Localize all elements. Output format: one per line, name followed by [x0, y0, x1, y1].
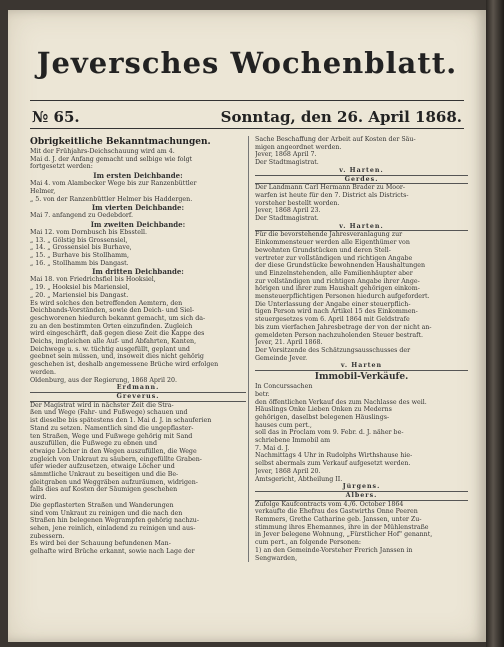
- masthead-rule-bottom: [30, 128, 464, 129]
- text-line: gleitgraben und Weggräben aufzuräumen, widrigen-: [30, 478, 198, 486]
- text-line: und Einzelnstehenden, alle Familienhäupter aber: [255, 269, 413, 277]
- text-line: verkaufte die Ehefrau des Gastwirths Onne Peeren: [255, 508, 418, 516]
- issue-date: Sonntag, den 26. April 1868.: [220, 108, 462, 126]
- text-line: Mai d. J. der Anfang gemacht und selbige wie folgt: [30, 155, 193, 163]
- text-line: geebnet sein müssen, und, insoweit dies nicht gehörig: [30, 353, 204, 361]
- text-line: migen angeordnet werden.: [255, 143, 342, 151]
- issue-line: [32, 108, 462, 126]
- signature-line: Erdmann.: [116, 384, 160, 392]
- section-heading: Obrigkeitliche Bekanntmachungen.: [30, 137, 211, 147]
- text-line: Jever, 1868 April 7.: [255, 151, 317, 159]
- text-line: tigen Person wird nach Artikel 15 des Einkommen-: [255, 308, 418, 316]
- text-line: Remmers, Grethe Catharine geb. Janssen, unter Zu-: [255, 516, 422, 524]
- text-line: geschehen ist, deshalb angemessene Brüche wird erfolgen: [30, 361, 219, 369]
- masthead-title: Jeversches Wochenblatt.: [36, 46, 458, 80]
- text-line: Die gepflasterten Straßen und Wanderungen: [30, 501, 174, 509]
- newspaper-page: [8, 10, 486, 642]
- text-line: soll das in Proclam vom 9. Febr. d. J. näher be-: [255, 429, 404, 437]
- signature-line: v. Harten: [340, 362, 383, 370]
- text-line: Es wird solches den betreffenden Aemtern, den: [30, 299, 183, 307]
- text-line: werden.: [30, 368, 56, 376]
- text-line: bewohnten Grundstücken und deren Stell-: [255, 246, 391, 254]
- text-line: in Jever belegene Wohnung, „Fürstlicher Hof" genannt,: [255, 531, 433, 539]
- signature-line: Jürgens.: [342, 483, 381, 491]
- text-line: mensteuerpflichtigen Personen hiedurch aufgefordert.: [255, 293, 430, 301]
- text-line: gemeldeten Person nachzuholenden Steuer bestraft.: [255, 331, 424, 339]
- signature-line: Greverus.: [116, 392, 160, 400]
- text-line: „ 14. „ Grossensiel bis Burhave,: [30, 244, 132, 252]
- text-line: Der Magistrat wird in nächster Zeit die Stra-: [30, 401, 174, 409]
- text-line: Mai 7. anfangend zu Oedebdorf.: [30, 212, 134, 220]
- text-line: Nachmittags 4 Uhr in Rudolphs Wirthshause hie-: [255, 452, 413, 460]
- text-line: ßen und Wege (Fahr- und Fußwege) schauen und: [30, 409, 188, 417]
- text-line: Jever, 1868 April 20.: [255, 467, 321, 475]
- text-line: sämmtliche Unkraut zu beseitigen und die Be-: [30, 471, 179, 479]
- text-line: „ 16. „ Stollhamm bis Dangast.: [30, 259, 129, 267]
- text-line: der diese Grundstücke bewohnenden Haushaltungen: [255, 262, 426, 270]
- text-line: sind vom Unkraut zu reinigen und die nach den: [30, 509, 183, 517]
- text-line: wird eingeschärft, daß gegen diese Zeit die Kappe des: [30, 330, 205, 338]
- text-line: etwaige Löcher in den Wegen auszufüllen, die Wege: [30, 447, 197, 455]
- text-line: In Concurssachen: [255, 383, 313, 391]
- text-line: warfen ist heute für den 7. District als Districts-: [255, 191, 409, 199]
- text-line: „ 19. „ Hooksiel bis Mariensiel,: [30, 284, 130, 292]
- text-line: stimmung ihres Ehemannes, ihre in der Mühlenstraße: [255, 523, 429, 531]
- text-line: „ 20. „ Mariensiel bis Dangast.: [30, 291, 129, 299]
- text-line: zur vollständigen und richtigen Angabe ihrer Ange-: [255, 277, 420, 285]
- issue-number: № 65.: [32, 108, 80, 126]
- text-line: Der Stadtmagistrat.: [255, 215, 319, 223]
- text-line: schriebene Immobil am: [255, 437, 331, 445]
- text-line: zugleich von Unkraut zu säubern, eingefüllte Graben-: [30, 455, 202, 463]
- book-spine: [486, 0, 504, 647]
- text-line: Straßen hin belegenen Wegrampfen gehörig nachzu-: [30, 517, 199, 525]
- text-line: zubessern.: [30, 532, 65, 540]
- text-line: vorsteher bestellt worden.: [255, 199, 340, 207]
- text-line: Zufolge Kaufcontracts vom 4./6. October 1864: [255, 500, 404, 508]
- text-line: geschworenen hiedurch bekannt gemacht, um sich da-: [30, 314, 206, 322]
- text-line: gehörigen, daselbst belegenen Häuslings-: [255, 413, 390, 421]
- text-line: Mit der Frühjahrs-Deichschauung wird am 4.: [30, 148, 175, 155]
- left-column: [30, 136, 246, 556]
- text-line: Sengwarden,: [255, 554, 298, 562]
- text-line: Deichwege u. s. w. tüchtig ausgefüllt, geplant und: [30, 345, 190, 353]
- text-line: bis zum vierfachen Jahresbetrage der von der nicht an-: [255, 323, 432, 331]
- text-line: 1) an den Gemeinde-Vorsteher Frerich Janssen in: [255, 546, 413, 554]
- text-line: ufer wieder aufzusetzen, etwaige Löcher und: [30, 463, 175, 471]
- text-line: hauses cum pert.,: [255, 421, 312, 429]
- signature-line: v. Harten.: [339, 166, 384, 174]
- text-line: ten Straßen, Wege und Fußwege gehörig mit Sand: [30, 432, 193, 440]
- text-line: Mai 4. vom Alambecker Wege bis zur Ranzenbüttler: [30, 180, 197, 188]
- text-line: cum pert., an folgende Personen:: [255, 539, 362, 547]
- text-line: Häuslings Onke Lieben Onken zu Mederns: [255, 406, 392, 414]
- text-line: falls dies auf Kosten der Säumigen geschehen: [30, 486, 178, 494]
- signature-line: Albers.: [345, 491, 378, 499]
- text-line: Für die bevorstehende Jahresveranlagung zur: [255, 231, 403, 239]
- subheading: Im vierten Deichbande:: [91, 203, 185, 213]
- text-line: vertreter zur vollständigen und richtigen Angabe: [255, 254, 413, 262]
- text-line: Sache Beschaffung der Arbeit auf Kosten der Säu-: [255, 136, 416, 143]
- text-line: den öffentlichen Verkauf des zum Nachlasse des weil.: [255, 398, 427, 406]
- text-line: gelhafte wird Brüche erkannt, sowie nach Lage der: [30, 548, 195, 556]
- masthead-rule-top: [30, 100, 464, 101]
- section-box-heading: Immobil-Verkäufe.: [314, 372, 409, 383]
- text-line: Gemeinde Jever.: [255, 354, 308, 362]
- text-line: betr.: [255, 390, 270, 398]
- text-line: Die Unterlassung der Angabe einer steuerpflich-: [255, 300, 411, 308]
- subheading: Im ersten Deichbande:: [93, 171, 183, 181]
- text-line: Deichs, imgleichen alle Auf- und Abfahrten, Kanten,: [30, 338, 197, 346]
- text-line: sehen, jene reinlich, einladend zu reinigen und aus-: [30, 524, 196, 532]
- text-line: „ 15. „ Burhave bis Stollhamm,: [30, 252, 130, 260]
- text-line: Es wird bei der Schauung befundenen Man-: [30, 540, 171, 548]
- text-line: Mai 12. vom Dornbusch bis Ebsstell.: [30, 228, 148, 236]
- right-column: [248, 136, 468, 562]
- text-line: selbst abermals zum Verkauf aufgesetzt werden.: [255, 460, 411, 468]
- text-line: Oldenburg, aus der Regierung, 1868 April 20.: [30, 376, 177, 384]
- text-line: ist dieselbe bis spätestens den 1. Mai d. J. in schauferien: [30, 417, 212, 425]
- text-line: Der Vorsitzende des Schätzungsausschusses der: [255, 346, 411, 354]
- text-line: Der Landmann Carl Hermann Brader zu Moor-: [255, 184, 406, 192]
- text-line: Einkommensteuer werden alle Eigenthümer von: [255, 239, 410, 247]
- text-line: Mai 18. von Friedrichsfiel bis Hooksiel,: [30, 276, 156, 284]
- text-line: hörigen und ihrer zum Haushalt gehörigen einkom-: [255, 285, 420, 293]
- subheading: Im dritten Deichbande:: [92, 267, 184, 277]
- text-line: Stand zu setzen. Namentlich sind die ungepflaster-: [30, 424, 194, 432]
- text-line: Jever, 1868 April 23.: [255, 207, 321, 215]
- signature-line: v. Harten.: [339, 222, 384, 230]
- text-line: Der Stadtmagistrat.: [255, 159, 319, 167]
- text-line: Amtsgericht, Abtheilung II.: [255, 475, 343, 483]
- text-line: fortgesetzt werden:: [30, 163, 93, 171]
- text-line: „ 5. von der Ranzenbüttler Helmer bis Haddergen.: [30, 195, 193, 203]
- signature-line: Gerdes.: [344, 175, 379, 183]
- text-line: wird.: [30, 494, 47, 502]
- text-line: „ 13. „ Gölstig bis Grossensiel,: [30, 236, 128, 244]
- text-line: Helmer,: [30, 187, 56, 195]
- text-line: zu an den bestimmten Orten einzufinden. Zugleich: [30, 322, 193, 330]
- text-line: steuergesetzes vom 6. April 1864 mit Geldstrafe: [255, 316, 410, 324]
- text-line: Deichbands-Vorständen, sowie den Deich- und Siel-: [30, 307, 195, 315]
- subheading: Im zweiten Deichbande:: [90, 219, 186, 229]
- text-line: Jever, 21. April 1868.: [255, 339, 323, 347]
- text-line: 7. Mai d. J.: [255, 444, 290, 452]
- text-line: auszufüllen, die Fußwege zu ebnen und: [30, 440, 158, 448]
